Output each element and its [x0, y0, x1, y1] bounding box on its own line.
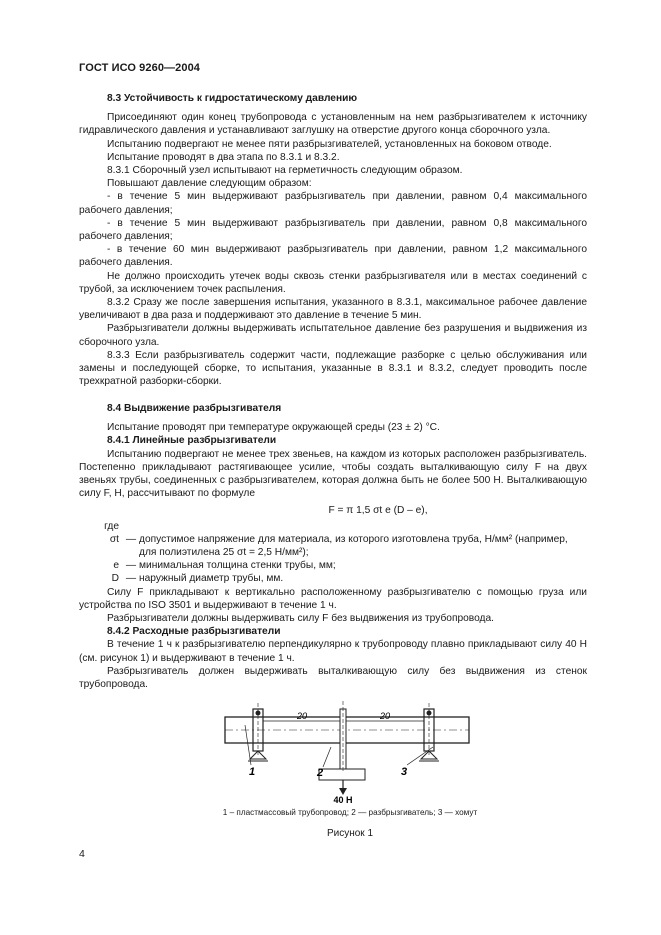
definition-text: минимальная толщина стенки трубы, мм; [139, 560, 336, 572]
weight [319, 769, 365, 780]
standard-header: ГОСТ ИСО 9260—2004 [79, 62, 201, 74]
section-8-4 [79, 402, 587, 691]
paragraph: Разбрызгиватели должны выдерживать силу F без выдвижения из трубопровода. [107, 613, 494, 625]
paragraph: 8.3.2 Сразу же после завершения испытания, указанного в 8.3.1, максимальное рабочее давление увеличивают в два раза и поддерживают это давление в течение 5 мин. [79, 297, 587, 322]
force-label: 40 Н [333, 795, 353, 805]
definition-dash: — [125, 533, 137, 545]
definition-text: допустимое напряжение для материала, из которого изготовлена труба, Н/мм² (например, для полиэтилена 25 σt = 2,5 Н/мм²); [139, 533, 568, 559]
subsection-title: 8.4.1 Линейные разбрызгиватели [107, 435, 277, 447]
paragraph: Испытание проводят при температуре окружающей среды (23 ± 2) °С. [107, 422, 440, 434]
definition-where: где [104, 520, 119, 532]
paragraph: Испытанию подвергают не менее пяти разбрызгивателей, установленных на боковом отводе. [107, 138, 552, 150]
paragraph: Силу F прикладывают к вертикально расположенному разбрызгивателю с помощью груза или устройства по ISO 3501 и выдерживают в течение 1 ч. [79, 586, 587, 611]
paragraph: В течение 1 ч к разбрызгивателю перпендикулярно к трубопроводу плавно прикладывают силу 40 Н (см. рисунок 1) и выдерживают в течение 1 ч. [79, 639, 587, 664]
section-8-3 [79, 92, 587, 388]
dimension-right-label: 20 [379, 711, 391, 721]
label-3: 3 [401, 766, 408, 778]
list-item: - в течение 5 мин выдерживают разбрызгиватель при давлении, равном 0,4 максимального рабочего давления; [79, 191, 587, 216]
list-item: - в течение 60 мин выдерживают разбрызгиватель при давлении, равном 1,2 максимального рабочего давления. [79, 244, 587, 269]
label-2: 2 [317, 767, 324, 779]
paragraph: 8.3.1 Сборочный узел испытывают на герметичность следующим образом. [107, 165, 463, 177]
figure-title: Рисунок 1 [326, 828, 374, 839]
label-1: 1 [249, 766, 256, 778]
definition-symbol: D [111, 573, 119, 585]
paragraph: Разбрызгиватели должны выдерживать испытательное давление без разрушения и выдвижения из сборочного узла. [79, 323, 587, 348]
figure-1-diagram [223, 695, 473, 805]
paragraph: Разбрызгиватель должен выдерживать выталкивающую силу без выдвижения из стенок трубопровода. [79, 665, 587, 691]
figure-caption: 1 – пластмассовый трубопровод; 2 — разбрызгиватель; 3 — хомут [222, 808, 478, 817]
paragraph: Не должно происходить утечек воды сквозь стенки разбрызгивателя или в местах соединений с трубой, за исключением точек распыления. [79, 270, 587, 295]
definition-dash: — [125, 560, 137, 572]
subsection-title: 8.4.2 Расходные разбрызгиватели [107, 626, 281, 638]
paragraph: Присоединяют один конец трубопровода с установленным на нем разбрызгивателем к источнику гидравлического давления и устанавливают заглушку на отверстие другого конца сборочного узла. [79, 112, 587, 137]
paragraph: Испытанию подвергают не менее трех звеньев, на каждом из которых расположен разбрызгиватель. Постепенно прикладывают растягивающее усилие, чтобы создать выталкивающую силу F на двух звеньях трубы, соединенных с разбрызгивателем, которая должна быть не более 500 Н. Выталкивающую силу F, Н, рассчитывают по формуле [79, 448, 587, 500]
section-8-4-title: 8.4 Выдвижение разбрызгивателя [107, 403, 282, 414]
definition-dash: — [125, 573, 137, 585]
list-item: - в течение 5 мин выдерживают разбрызгиватель при давлении, равном 0,8 максимального рабочего давления; [79, 217, 587, 243]
definitions [79, 520, 587, 586]
dimension-left-label: 20 [296, 711, 308, 721]
definition-symbol: σt [109, 533, 119, 545]
paragraph: 8.3.3 Если разбрызгиватель содержит части, подлежащие разборке с целью обслуживания или замены и последующей сборке, то испытания, указанные в 8.3.1 и 8.3.2, следует проводить после трехкратной разборки-сборки. [79, 349, 587, 388]
paragraph: Повышают давление следующим образом: [107, 178, 312, 190]
formula: F = π 1,5 σt e (D – e), [328, 505, 428, 517]
section-8-3-title: 8.3 Устойчивость к гидростатическому давлению [107, 93, 358, 104]
definition-text: наружный диаметр трубы, мм. [139, 573, 284, 585]
definition-symbol: e [113, 560, 119, 572]
paragraph: Испытание проводят в два этапа по 8.3.1 и 8.3.2. [107, 151, 340, 163]
page-number: 4 [79, 848, 85, 860]
